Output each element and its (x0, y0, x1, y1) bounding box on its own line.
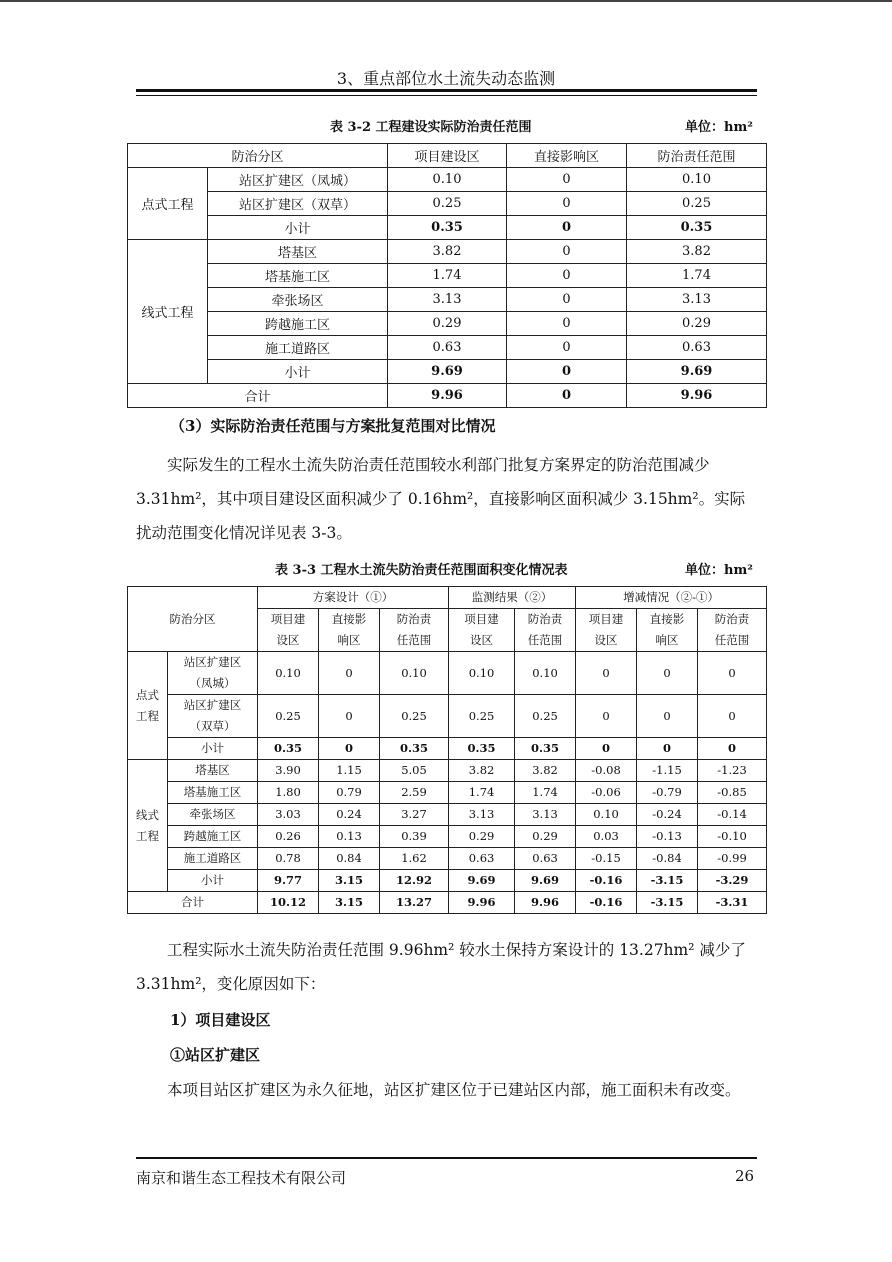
table1-row-label: 牵张场区 (208, 288, 388, 312)
table2-row-label: 施工道路区 (168, 848, 258, 870)
table2-value-cell: 0.84 (319, 848, 380, 870)
table2-value-cell: -1.15 (637, 760, 698, 782)
table2-value-cell: 0.25 (380, 695, 449, 738)
table-row (128, 216, 767, 240)
table2-total-cell: 10.12 (258, 892, 319, 914)
table2-row-label: 站区扩建区 （凤城） (168, 652, 258, 695)
table1-value-cell: 1.74 (627, 264, 767, 288)
table2-value-cell: 0 (637, 695, 698, 738)
table2-value-cell: 0 (576, 695, 637, 738)
table2-sub-head: 防治责 任范围 (380, 609, 449, 652)
table2-caption: 表 3-3 工程水土流失防治责任范围面积变化情况表 (275, 563, 568, 578)
table1-value-cell: 0 (507, 240, 627, 264)
table1-row-label: 跨越施工区 (208, 312, 388, 336)
table1-row-label: 小计 (208, 360, 388, 384)
table2-value-cell: 0.10 (515, 652, 576, 695)
table2-value-cell: 0 (698, 652, 767, 695)
table2-row-label: 塔基区 (168, 760, 258, 782)
table-row (128, 192, 767, 216)
table2-value-cell: 0.35 (258, 738, 319, 760)
table2-value-cell: 0.35 (380, 738, 449, 760)
table1-caption: 表 3-2 工程建设实际防治责任范围 (330, 120, 532, 135)
table2-value-cell: 0.35 (449, 738, 515, 760)
table1-value-cell: 9.69 (627, 360, 767, 384)
table2-value-cell: 0.10 (449, 652, 515, 695)
table2-value-cell: 0.79 (319, 782, 380, 804)
table2-group-header-row (128, 587, 767, 609)
table-row (128, 804, 767, 826)
table1-value-cell: 0 (507, 360, 627, 384)
table-row (128, 288, 767, 312)
table2-header-cell: 防治分区 (128, 587, 258, 652)
table2-value-cell: 9.69 (449, 870, 515, 892)
table2-value-cell: -0.06 (576, 782, 637, 804)
table2-value-cell: 0 (698, 738, 767, 760)
table1-value-cell: 0.10 (388, 168, 507, 192)
table1-value-cell: 3.13 (627, 288, 767, 312)
footer-rule (136, 1157, 757, 1159)
table1-group-label: 点式工程 (128, 168, 208, 240)
table1-value-cell: 0 (507, 288, 627, 312)
table1-value-cell: 0.29 (388, 312, 507, 336)
table1-total-cell: 9.96 (388, 384, 507, 408)
table1-row-label: 站区扩建区（凤城） (208, 168, 388, 192)
table2-sub-head: 项目建 设区 (449, 609, 515, 652)
table2-value-cell: 0.78 (258, 848, 319, 870)
table2-value-cell: 1.15 (319, 760, 380, 782)
table1-value-cell: 0 (507, 192, 627, 216)
table2-value-cell: -0.84 (637, 848, 698, 870)
table-3-3 (127, 586, 767, 914)
table2-value-cell: 0 (319, 695, 380, 738)
table1-unit: 单位：hm² (685, 120, 753, 135)
table2-row-label: 小计 (168, 870, 258, 892)
table2-value-cell: 0.63 (515, 848, 576, 870)
table1-value-cell: 3.13 (388, 288, 507, 312)
table2-total-cell: 9.96 (449, 892, 515, 914)
table1-value-cell: 0 (507, 336, 627, 360)
table2-value-cell: 1.74 (515, 782, 576, 804)
table-row (128, 695, 767, 738)
table2-total-label: 合计 (128, 892, 258, 914)
table-row (128, 848, 767, 870)
table1-value-cell: 0.25 (388, 192, 507, 216)
table2-sub-head: 直接影 响区 (637, 609, 698, 652)
table2-value-cell: 0 (319, 738, 380, 760)
subsection-project-area: 1）项目建设区 (170, 1011, 271, 1029)
table1-value-cell: 0 (507, 312, 627, 336)
table1-row-label: 塔基区 (208, 240, 388, 264)
table1-value-cell: 0.35 (388, 216, 507, 240)
table1-value-cell: 0.35 (627, 216, 767, 240)
table1-row-label: 小计 (208, 216, 388, 240)
table2-total-row (128, 892, 767, 914)
table2-value-cell: 3.90 (258, 760, 319, 782)
table2-value-cell: 3.13 (515, 804, 576, 826)
table2-value-cell: 0.03 (576, 826, 637, 848)
table-row (128, 240, 767, 264)
table2-value-cell: 0.39 (380, 826, 449, 848)
table1-total-cell: 9.96 (627, 384, 767, 408)
table2-value-cell: 3.03 (258, 804, 319, 826)
table1-value-cell: 9.69 (388, 360, 507, 384)
table2-row-label: 塔基施工区 (168, 782, 258, 804)
table2-value-cell: 3.27 (380, 804, 449, 826)
table2-value-cell: 0 (319, 652, 380, 695)
table2-unit: 单位：hm² (685, 563, 753, 578)
table-row (128, 336, 767, 360)
header-rule-thick (136, 89, 757, 92)
table1-value-cell: 0.25 (627, 192, 767, 216)
table2-value-cell: 0 (576, 652, 637, 695)
table2-row-label: 跨越施工区 (168, 826, 258, 848)
table2-total-cell: -0.16 (576, 892, 637, 914)
table2-value-cell: -0.24 (637, 804, 698, 826)
table2-value-cell: 0.10 (380, 652, 449, 695)
table2-value-cell: 9.69 (515, 870, 576, 892)
table1-header-cell: 项目建设区 (388, 144, 507, 168)
table2-sub-head: 项目建 设区 (258, 609, 319, 652)
table-row (128, 826, 767, 848)
page-number: 26 (735, 1167, 755, 1185)
table2-value-cell: -0.15 (576, 848, 637, 870)
table1-value-cell: 0 (507, 216, 627, 240)
section-3-heading: （3）实际防治责任范围与方案批复范围对比情况 (170, 417, 496, 435)
table2-sub-head: 防治责 任范围 (698, 609, 767, 652)
table2-value-cell: 0.24 (319, 804, 380, 826)
table2-value-cell: -1.23 (698, 760, 767, 782)
table1-value-cell: 0.63 (388, 336, 507, 360)
footer-company: 南京和谐生态工程技术有限公司 (136, 1169, 347, 1187)
table-3-2 (127, 143, 767, 408)
table1-value-cell: 0 (507, 168, 627, 192)
table2-value-cell: 0 (637, 738, 698, 760)
table-row (128, 360, 767, 384)
table2-value-cell: 0.26 (258, 826, 319, 848)
table-row (128, 652, 767, 695)
table2-value-cell: 1.80 (258, 782, 319, 804)
table1-value-cell: 3.82 (388, 240, 507, 264)
table2-value-cell: 0.25 (515, 695, 576, 738)
table1-total-cell: 0 (507, 384, 627, 408)
table2-total-cell: 3.15 (319, 892, 380, 914)
table2-value-cell: 1.62 (380, 848, 449, 870)
table1-row-label: 站区扩建区（双草） (208, 192, 388, 216)
table-row (128, 312, 767, 336)
table1-header-cell: 直接影响区 (507, 144, 627, 168)
table1-value-cell: 0.63 (627, 336, 767, 360)
table2-value-cell: 2.59 (380, 782, 449, 804)
subsection-station-expansion: ①站区扩建区 (170, 1046, 261, 1064)
table2-value-cell: 12.92 (380, 870, 449, 892)
table1-row-label: 施工道路区 (208, 336, 388, 360)
table1-row-label: 塔基施工区 (208, 264, 388, 288)
table2-sub-head: 防治责 任范围 (515, 609, 576, 652)
table1-header-cell: 防治责任范围 (627, 144, 767, 168)
table2-value-cell: 0.29 (449, 826, 515, 848)
table-row (128, 264, 767, 288)
table2-value-cell: 1.74 (449, 782, 515, 804)
table2-value-cell: 0 (637, 652, 698, 695)
table-row (128, 870, 767, 892)
table1-value-cell: 0.29 (627, 312, 767, 336)
table2-total-cell: -3.31 (698, 892, 767, 914)
paragraph-3: 本项目站区扩建区为永久征地，站区扩建区位于已建站区内部，施工面积未有改变。 (167, 1081, 741, 1099)
table2-row-label: 小计 (168, 738, 258, 760)
table2-value-cell: 3.13 (449, 804, 515, 826)
table2-value-cell: 0.10 (258, 652, 319, 695)
table2-value-cell: -0.79 (637, 782, 698, 804)
table1-header-row (128, 144, 767, 168)
paragraph-2: 工程实际水土流失防治责任范围 9.96hm² 较水土保持方案设计的 13.27hm² 减少了 3.31hm²，变化原因如下： (136, 941, 746, 993)
table2-value-cell: 3.15 (319, 870, 380, 892)
table2-group-label: 线式 工程 (128, 760, 168, 892)
table2-sub-head: 直接影 响区 (319, 609, 380, 652)
table1-total-label: 合计 (128, 384, 388, 408)
table2-value-cell: -0.08 (576, 760, 637, 782)
table2-value-cell: -0.85 (698, 782, 767, 804)
table-row (128, 168, 767, 192)
table2-value-cell: -0.99 (698, 848, 767, 870)
table-row (128, 760, 767, 782)
table1-value-cell: 1.74 (388, 264, 507, 288)
table2-value-cell: 5.05 (380, 760, 449, 782)
table2-group-head: 增减情况（②-①） (576, 587, 767, 609)
table2-value-cell: 0.13 (319, 826, 380, 848)
table2-value-cell: 0.35 (515, 738, 576, 760)
table2-value-cell: -0.16 (576, 870, 637, 892)
table2-value-cell: -3.15 (637, 870, 698, 892)
table2-value-cell: -3.29 (698, 870, 767, 892)
table2-value-cell: 0.29 (515, 826, 576, 848)
table2-group-label: 点式 工程 (128, 652, 168, 760)
table2-value-cell: 0.63 (449, 848, 515, 870)
table2-row-label: 牵张场区 (168, 804, 258, 826)
table2-total-cell: 13.27 (380, 892, 449, 914)
table2-group-head: 监测结果（②） (449, 587, 576, 609)
paragraph-1: 实际发生的工程水土流失防治责任范围较水利部门批复方案界定的防治范围减少 3.31hm²，其中项目建设区面积减少了 0.16hm²，直接影响区面积减少 3.15hm²。实际扰动范围变化情况详见表 3-3。 (136, 456, 746, 542)
table2-value-cell: 0.10 (576, 804, 637, 826)
table2-total-cell: -3.15 (637, 892, 698, 914)
header-rule-thin (136, 95, 757, 96)
table1-value-cell: 3.82 (627, 240, 767, 264)
table2-value-cell: 0.25 (258, 695, 319, 738)
table2-value-cell: 0 (576, 738, 637, 760)
table1-header-cell: 防治分区 (128, 144, 388, 168)
table2-value-cell: 0 (698, 695, 767, 738)
table2-value-cell: -0.14 (698, 804, 767, 826)
page-header-title: 3、重点部位水土流失动态监测 (336, 69, 556, 88)
table-row (128, 782, 767, 804)
table2-group-head: 方案设计（①） (258, 587, 449, 609)
table2-value-cell: -0.10 (698, 826, 767, 848)
table-row (128, 738, 767, 760)
table2-total-cell: 9.96 (515, 892, 576, 914)
table1-total-row (128, 384, 767, 408)
table1-group-label: 线式工程 (128, 240, 208, 384)
page-top-border (0, 0, 892, 2)
table2-value-cell: 0.25 (449, 695, 515, 738)
table2-value-cell: 3.82 (449, 760, 515, 782)
table2-value-cell: -0.13 (637, 826, 698, 848)
table1-value-cell: 0.10 (627, 168, 767, 192)
table2-sub-head: 项目建 设区 (576, 609, 637, 652)
table2-row-label: 站区扩建区 （双草） (168, 695, 258, 738)
table1-value-cell: 0 (507, 264, 627, 288)
table2-value-cell: 3.82 (515, 760, 576, 782)
table2-value-cell: 9.77 (258, 870, 319, 892)
